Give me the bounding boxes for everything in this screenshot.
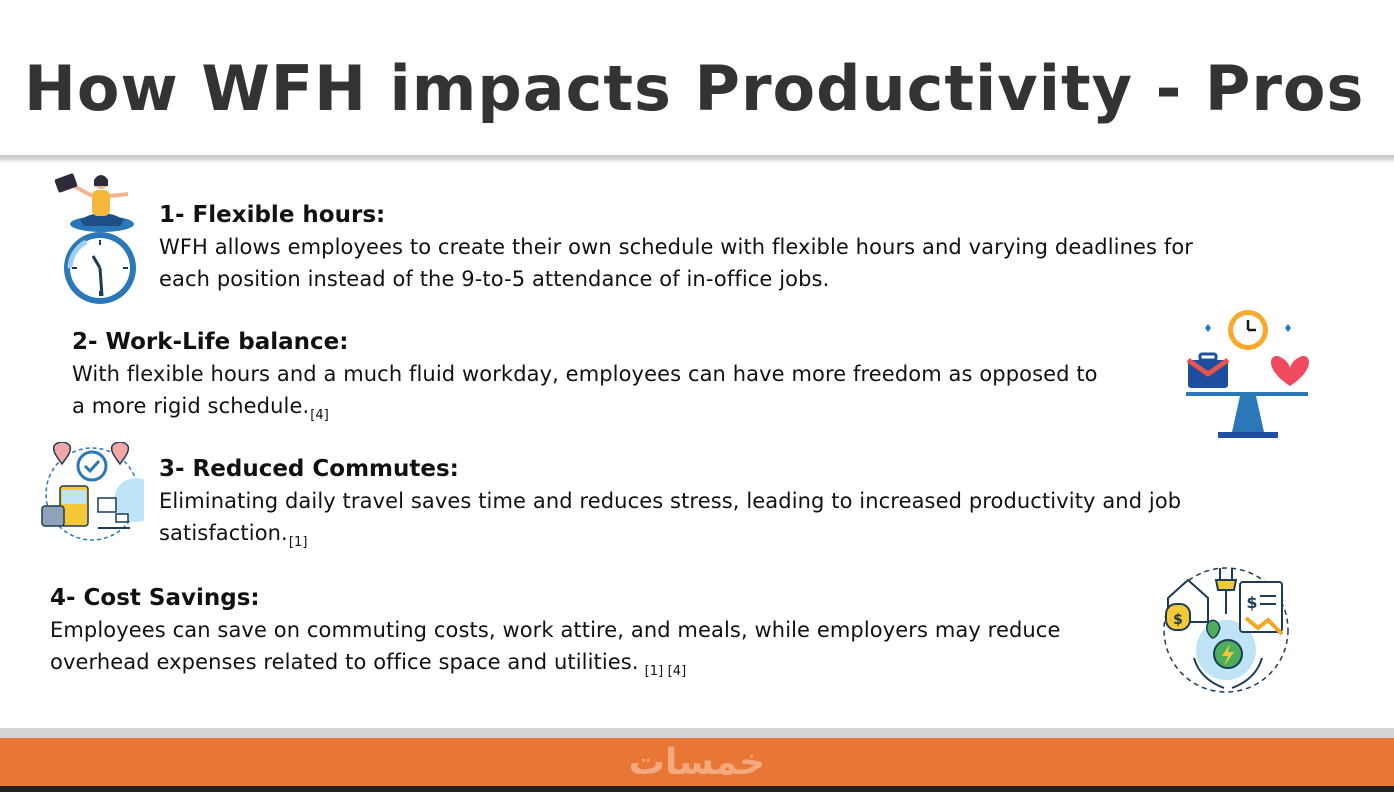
item-heading: 4- Cost Savings: (50, 585, 260, 611)
item-flexible-hours (159, 199, 1279, 295)
item-body-line: WFH allows employees to create their own schedule with flexible hours and varying deadlines for (159, 235, 1194, 259)
citation-ref: [4] (310, 408, 329, 423)
work-life-balance-scale-icon (1182, 306, 1314, 442)
item-work-life-balance (72, 326, 1172, 432)
footer-bottom-edge (0, 786, 1394, 792)
item-body-line: satisfaction. (159, 521, 288, 545)
title-divider (0, 155, 1394, 163)
item-reduced-commutes (159, 453, 1279, 559)
svg-text:$: $ (1246, 593, 1258, 612)
item-body (50, 614, 1150, 688)
item-heading: 3- Reduced Commutes: (159, 456, 459, 482)
item-body (159, 485, 1279, 559)
item-body-line: each position instead of the 9-to-5 attendance of in-office jobs. (159, 267, 830, 291)
item-body (72, 358, 1172, 432)
item-body-line: Employees can save on commuting costs, work attire, and meals, while employers may reduce (50, 618, 1061, 642)
svg-text:$: $ (1173, 612, 1183, 628)
footer-logo-text: خمسات (628, 742, 766, 783)
item-body-line: Eliminating daily travel saves time and reduces stress, leading to increased productivity and job (159, 489, 1182, 513)
item-heading: 2- Work-Life balance: (72, 329, 349, 355)
item-heading: 1- Flexible hours: (159, 202, 386, 228)
item-cost-savings (50, 582, 1150, 688)
meditating-person-on-clock-icon (50, 172, 142, 306)
item-body-line: overhead expenses related to office space and utilities. (50, 650, 639, 674)
item-body-line: With flexible hours and a much fluid workday, employees can have more freedom as opposed to (72, 362, 1098, 386)
citation-ref: [1] (288, 535, 308, 550)
khamsat-logo (612, 738, 782, 784)
slide-title: How WFH impacts Productivity - Pros (24, 52, 1365, 125)
item-body (159, 231, 1279, 295)
footer-gray-band (0, 728, 1394, 738)
cost-savings-icon (1158, 562, 1296, 698)
item-body-line-with-ref (159, 517, 1279, 559)
item-body-line-with-ref (72, 390, 1172, 432)
citation-ref: [1] [4] (644, 664, 687, 679)
item-body-line: a more rigid schedule. (72, 394, 310, 418)
commute-map-icon (40, 442, 144, 542)
item-body-line-with-ref (50, 646, 1150, 688)
